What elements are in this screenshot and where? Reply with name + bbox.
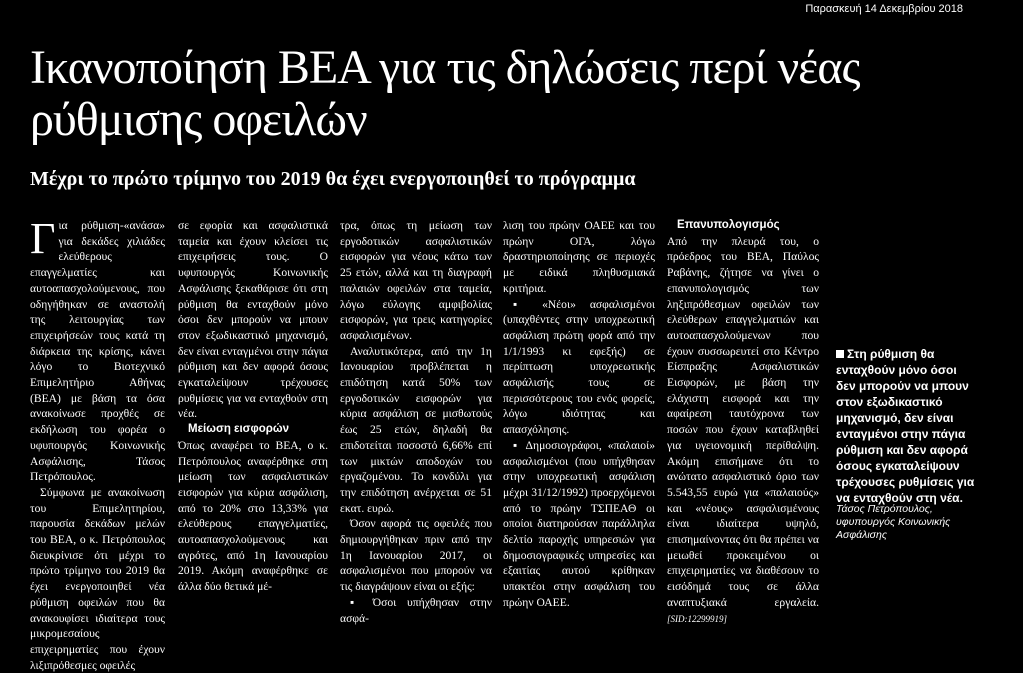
column-3: [340, 218, 492, 625]
paragraph: ▪ «Νέοι» ασφαλισμένοι (υπαχθέντες στην υποχρεωτική ασφάλιση πρώτη φορά από την 1/1/1993 κι εφεξής) σε περίπτωση υποχρεωτικής ασφάλισής τους σε περισσότερους του ενός φορείς, λόγω ιδιότητας και απασχόλησης.: [503, 297, 655, 437]
paragraph: Σύμφωνα με ανακοίνωση του Επιμελητηρίου, παρουσία δεκάδων μελών του ΒΕΑ, ο κ. Πετρόπουλος διευκρίνισε ότι μέχρι το πρώτο τρίμηνο του 2019 θα έχει ενεργοποιηθεί νέα ρύθμιση οφειλών που θα ανακουφίσει ιδιαίτερα τους μικρομεσαίους επιχειρηματίες που έχουν λιξιπρόθεσμες οφειλές: [30, 485, 165, 672]
paragraph: τρα, όπως τη μείωση των εργοδοτικών ασφαλιστικών εισφορών για νέους κάτω των 25 ετών, αλλά και τη διαγραφή παλαιών οφειλών στα ταμεία, λόγω εύλογης αμφιβολίας εισφορών, για τρεις κατηγορίες ασφαλισμένων.: [340, 219, 492, 342]
pull-quote-text: Στη ρύθμιση θα ενταχθούν μόνο όσοι δεν μπορούν να μπουν στον εξωδικαστικό μηχανισμό, δεν είναι ενταγμένοι στην πάγια ρύθμιση και δεν αφορά όσους εγκαταλείψουν τρέχουσες ρυθμίσεις για να ενταχθούν στη νέα.: [836, 347, 975, 505]
subheading: Μείωση εισφορών: [188, 423, 290, 436]
article-subtitle: Μέχρι το πρώτο τρίμηνο του 2019 θα έχει ενεργοποιηθεί το πρόγραμμα: [30, 168, 636, 190]
column-5: [667, 218, 819, 624]
article-title: Ικανοποίηση ΒΕΑ για τις δηλώσεις περί νέας ρύθμισης οφειλών: [30, 41, 860, 146]
paragraph: Όσον αφορά τις οφειλές που δημιουργήθηκαν πριν από την 1η Ιανουαρίου 2017, οι ασφαλισμένοι που μπορούν να τις διαγράψουν είναι οι εξής:: [340, 517, 492, 594]
paragraph: ▪ Όσοι υπήχθησαν στην ασφά-: [340, 595, 492, 625]
column-2: [178, 218, 328, 594]
pull-quote: [836, 346, 976, 506]
paragraph-text: Από την πλευρά του, ο πρόεδρος του ΒΕΑ, Παύλος Ραβάνης, ζήτησε να γίνει ο επανυπολογισμός των ληξιπρόθεσμων οφειλών των ελεύθερων επαγγελματιών και αυτοαπασχολούμενων που έχουν συσσωρευτεί στο Κέντρο Είσπραξης Ασφαλιστικών Εισφορών, με βάση την ελάχιστη εισφορά και την αφαίρεση ταυτόχρονα των ποσών που έχουν καταβληθεί για υγειονομική περίθαλψη. Ακόμη επισήμανε ότι το ανώτατο ασφαλιστικό όριο των 5.543,55 ευρώ για «παλαιούς» και «νέους» ασφαλισμένους είναι ιδιαίτερα υψηλό, επισημαίνοντας ότι θα πρέπει να μειωθεί προκειμένου οι επιχειρηματίες να διαθέσουν το εισόδημά τους σε άλλα αναπτυξιακά εργαλεία.: [667, 234, 819, 609]
paragraph: Αναλυτικότερα, από την 1η Ιανουαρίου προβλέπεται η επιδότηση κατά 50% των εργοδοτικών εισφορών για κύρια ασφάλιση σε μισθωτούς έως 25 ετών, δηλαδή θα επιδοτείται ποσοστό 6,66% επί των μικτών αποδοχών του εργαζομένου. Το κονδύλι για την επιδότηση ανέρχεται σε 51 εκατ. ευρώ.: [340, 344, 492, 515]
column-1: [30, 214, 165, 672]
paragraph: Όπως αναφέρει το ΒΕΑ, ο κ. Πετρόπουλος αναφέρθηκε στη μείωση των ασφαλιστικών εισφορών για κύρια ασφάλιση, από το 20% στο 13,33% για ελεύθερους επαγγελματίες, αυτοαπασχολούμενους και αγρότες, από 1η Ιανουαρίου 2019. Ακόμη αναφέρθηκε σε άλλα δύο θετικά μέ-: [178, 438, 328, 594]
column-4: [503, 218, 655, 609]
pull-quote-author: Τάσος Πετρόπουλος, υφυπουργός Κοινωνικής Ασφάλισης: [836, 503, 951, 541]
subheading: Επανυπολογισμός: [677, 219, 780, 231]
square-bullet-icon: [836, 350, 844, 358]
paragraph: ια ρύθμιση-«ανάσα» για δεκάδες χιλιάδες ελεύθερους επαγγελματίες και αυτοαπασχολούμενους, που οδηγήθηκαν σε αναστολή της λειτουργίας των επιχειρήσεών τους κατά τη διάρκεια της κρίσης, κάνει λόγο το Βιοτεχνικό Επιμελητήριο Αθήνας (ΒΕΑ) με βάση τα όσα ανακοίνωσε προχθές σε εκδήλωση του φορέα ο υφυπουργός Κοινωνικής Ασφάλισης, Τάσος Πετρόπουλος.: [30, 219, 165, 484]
paragraph: λιση του πρώην ΟΑΕΕ και του πρώην ΟΓΑ, λόγω δραστηριοποίησης σε περιοχές με ειδικά πληθυσμιακά κριτήρια.: [503, 219, 655, 295]
sid-code: [SID:12299919]: [667, 613, 727, 624]
date-line: Παρασκευή 14 Δεκεμβρίου 2018: [805, 3, 963, 15]
paragraph: [667, 234, 819, 628]
paragraph: σε εφορία και ασφαλιστικά ταμεία και έχουν κλείσει τις επιχειρήσεις τους. Ο υφυπουργός Κοινωνικής Ασφάλισης ξεκαθάρισε ότι στη ρύθμιση θα ενταχθούν μόνο όσοι δεν μπορούν να μπουν στον εξωδικαστικό μηχανισμό, δεν είναι ενταγμένοι στην πάγια ρύθμιση και δεν αφορά όσους εγκαταλείψουν τρέχουσες ρυθμίσεις για να ενταχθούν στη νέα.: [178, 219, 328, 421]
dropcap: Γ: [30, 214, 56, 263]
paragraph: ▪ Δημοσιογράφοι, «παλαιοί» ασφαλισμένοι (που υπήχθησαν στην υποχρεωτική ασφάλιση μέχρι 31/12/1992) προερχόμενοι από το πρώην ΤΣΠΕΑΘ οι οποίοι διατηρούσαν παράλληλα δελτίο παροχής υπηρεσιών για δημοσιογραφικές υπηρεσίες και εξαιτίας αυτού κρίθηκαν υπακτέοι στην ασφάλιση του πρώην ΟΑΕΕ.: [503, 438, 655, 609]
